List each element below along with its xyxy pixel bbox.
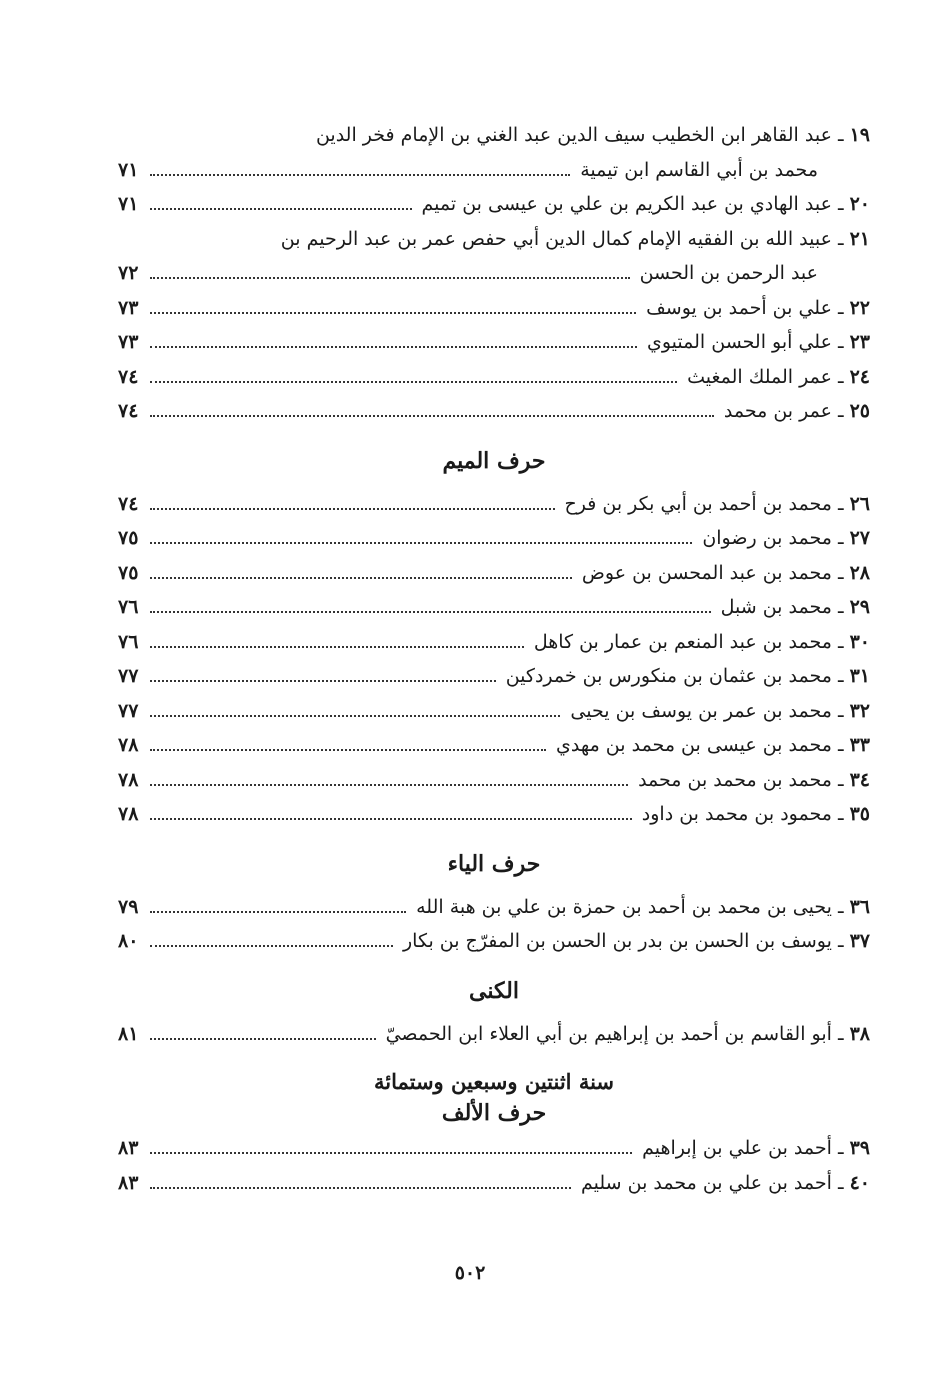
entry-line: ١٩ ـ عبد القاهر ابن الخطيب سيف الدين عبد الغني بن الإمام فخر الدين (315, 124, 870, 146)
page-number: ٧٩ (118, 895, 139, 918)
entry-32: ٣٢ ـ محمد بن عمر بن يوسف بن يحيى ٧٧ (118, 694, 870, 729)
entry-number: ٢٤ (849, 365, 870, 388)
entry-number: ٣٦ (849, 895, 870, 918)
entry-40: ٤٠ ـ أحمد بن علي بن محمد بن سليم ٨٣ (118, 1166, 870, 1201)
entry-title: محمد بن عبد المنعم بن عمار بن كاهل (533, 630, 832, 653)
page-number: ٨٣ (118, 1171, 139, 1194)
entry-28: ٢٨ ـ محمد بن عبد المحسن بن عوض ٧٥ (118, 556, 870, 591)
section-heading-ya: حرف الياء (447, 850, 541, 877)
leader-dots (150, 817, 632, 820)
page-number: ٧٢ (118, 262, 139, 284)
entry-title-continued: عبد الرحمن بن الحسن (639, 262, 818, 284)
page-number: ٧٥ (118, 561, 139, 584)
entry-title: علي بن أحمد بن يوسف (646, 296, 832, 319)
entry-number: ٢٥ (849, 400, 870, 422)
entry-number: ٤٠ (849, 1171, 870, 1194)
page-number: ٨٠ (118, 930, 139, 952)
leader-dots (150, 679, 496, 682)
leader-dots (150, 345, 637, 348)
page-number: ٨١ (118, 1022, 139, 1045)
leader-dots (150, 507, 555, 510)
entry-number: ٣١ (849, 665, 870, 687)
leader-dots (150, 541, 692, 544)
entry-19 (118, 118, 870, 187)
entry-title: علي أبو الحسن المتيوي (647, 331, 832, 353)
entry-title: عمر بن محمد (723, 400, 832, 422)
entry-title: محمد بن عبد المحسن بن عوض (581, 561, 832, 584)
leader-dots (150, 1037, 376, 1040)
leader-dots (150, 748, 546, 751)
entry-number: ٣٤ (849, 768, 870, 791)
year-heading: سنة اثنتين وسبعين وستمائة (373, 1069, 615, 1094)
entry-number: ٣٥ (849, 803, 870, 825)
leader-dots (150, 311, 636, 314)
leader-dots (150, 944, 393, 947)
entry-25: ٢٥ ـ عمر بن محمد ٧٤ (118, 394, 870, 429)
entry-number: ٢٨ (849, 561, 870, 584)
page-number: ٧٨ (118, 734, 139, 756)
leader-dots (150, 207, 412, 210)
entry-line-continued (118, 256, 870, 291)
entry-22: ٢٢ ـ علي بن أحمد بن يوسف ٧٣ (118, 291, 870, 326)
entry-title: عبد الهادي بن عبد الكريم بن علي بن عيسى بن تميم (421, 193, 832, 215)
entry-title-continued: محمد بن أبي القاسم ابن تيمية (580, 158, 818, 181)
section-heading-alif: حرف الألف (441, 1100, 547, 1126)
entry-number: ٢٧ (849, 527, 870, 549)
entry-title: أحمد بن علي بن محمد بن سليم (580, 1171, 832, 1194)
entry-number: ٣٨ (849, 1022, 870, 1045)
leader-dots (150, 1186, 571, 1189)
entry-33: ٣٣ ـ محمد بن عيسى بن محمد بن مهدي ٧٨ (118, 728, 870, 763)
entry-title: محمد بن عمر بن يوسف بن يحيى (570, 699, 832, 722)
entry-number: ٣٣ (849, 734, 870, 756)
page-number: ٧٤ (118, 365, 139, 388)
leader-dots (150, 414, 714, 417)
entry-line-continued (118, 153, 870, 188)
entry-title: محمد بن عيسى بن محمد بن مهدي (555, 734, 832, 756)
page-number: ٨٣ (118, 1137, 139, 1159)
entry-title: محمود بن محمد بن داود (641, 803, 832, 825)
entry-number: ٢٠ (849, 193, 870, 215)
entry-number: ٢١ (849, 227, 870, 250)
entry-number: ٢٢ (849, 296, 870, 319)
entry-number: ٢٦ (849, 492, 870, 515)
entry-number: ٣٩ (849, 1137, 870, 1159)
entry-20: ٢٠ ـ عبد الهادي بن عبد الكريم بن علي بن عيسى بن تميم ٧١ (118, 187, 870, 222)
entry-title: محمد بن عثمان بن منكورس بن خمردكين (505, 665, 832, 687)
page-number: ٧٣ (118, 331, 139, 353)
entry-38: ٣٨ ـ أبو القاسم بن أحمد بن إبراهيم بن أبي العلاء ابن الحمصيّ ٨١ (118, 1017, 870, 1052)
page-number: ٧٦ (118, 596, 139, 618)
entry-title: يحيى بن محمد بن أحمد بن حمزة بن علي بن هبة الله (416, 895, 832, 918)
leader-dots (150, 576, 572, 579)
leader-dots (150, 783, 628, 786)
entry-39: ٣٩ ـ أحمد بن علي بن إبراهيم ٨٣ (118, 1131, 870, 1166)
leader-dots (150, 380, 677, 383)
entry-36: ٣٦ ـ يحيى بن محمد بن أحمد بن حمزة بن علي بن هبة الله ٧٩ (118, 890, 870, 925)
entry-number: ٢٩ (849, 596, 870, 618)
entry-29: ٢٩ ـ محمد بن شبل ٧٦ (118, 590, 870, 625)
entry-title: أبو القاسم بن أحمد بن إبراهيم بن أبي العلاء ابن الحمصيّ (385, 1022, 832, 1045)
entry-21 (118, 222, 870, 291)
leader-dots (150, 610, 711, 613)
page-number: ٧٨ (118, 803, 139, 825)
entry-title: محمد بن شبل (720, 596, 832, 618)
entry-title: يوسف بن الحسن بن بدر بن الحسن بن المفرّج بن بكار (402, 930, 832, 952)
entry-37: ٣٧ ـ يوسف بن الحسن بن بدر بن الحسن بن المفرّج بن بكار ٨٠ (118, 924, 870, 959)
entry-title: أحمد بن علي بن إبراهيم (642, 1137, 832, 1159)
entry-title: عمر الملك المغيث (687, 365, 832, 388)
leader-dots (150, 645, 524, 648)
folio-page-number: ٥٠٢ (454, 1262, 486, 1284)
entry-35: ٣٥ ـ محمود بن محمد بن داود ٧٨ (118, 797, 870, 832)
leader-dots (150, 173, 570, 176)
leader-dots (150, 910, 406, 913)
page-number: ٧٤ (118, 400, 139, 422)
entry-title: محمد بن رضوان (702, 527, 832, 549)
entry-26: ٢٦ ـ محمد بن أحمد بن أبي بكر بن فرح ٧٤ (118, 487, 870, 522)
page-number: ٧١ (118, 193, 139, 215)
entry-34: ٣٤ ـ محمد بن محمد بن محمد ٧٨ (118, 763, 870, 798)
page-number: ٧٨ (118, 768, 139, 791)
entry-number: ١٩ (849, 124, 870, 146)
entry-title: محمد بن محمد بن محمد (638, 768, 832, 791)
entry-number: ٣٢ (849, 699, 870, 722)
entry-24: ٢٤ ـ عمر الملك المغيث ٧٤ (118, 360, 870, 395)
entry-23: ٢٣ ـ علي أبو الحسن المتيوي ٧٣ (118, 325, 870, 360)
entry-number: ٢٣ (849, 331, 870, 353)
entry-title: عبد القاهر ابن الخطيب سيف الدين عبد الغني بن الإمام فخر الدين (315, 124, 832, 146)
page-number: ٧٦ (118, 630, 139, 653)
entry-30: ٣٠ ـ محمد بن عبد المنعم بن عمار بن كاهل ٧٦ (118, 625, 870, 660)
leader-dots (150, 1151, 632, 1154)
entry-31: ٣١ ـ محمد بن عثمان بن منكورس بن خمردكين ٧٧ (118, 659, 870, 694)
entry-number: ٣٠ (849, 630, 870, 653)
entry-number: ٣٧ (849, 930, 870, 952)
page-number: ٧٤ (118, 492, 139, 515)
page-number: ٧٧ (118, 665, 139, 687)
page-number: ٧٧ (118, 699, 139, 722)
entry-line: ٢١ ـ عبيد الله بن الفقيه الإمام كمال الدين أبي حفص عمر بن عبد الرحيم بن (280, 227, 870, 250)
entry-title: محمد بن أحمد بن أبي بكر بن فرح (564, 492, 832, 515)
page-number: ٧١ (118, 158, 139, 181)
leader-dots (150, 276, 630, 279)
page-number: ٧٥ (118, 527, 139, 549)
page-number: ٧٣ (118, 296, 139, 319)
section-heading-meem: حرف الميم (442, 447, 546, 474)
index-page (118, 118, 870, 1200)
entry-27: ٢٧ ـ محمد بن رضوان ٧٥ (118, 521, 870, 556)
entry-title: عبيد الله بن الفقيه الإمام كمال الدين أبي حفص عمر بن عبد الرحيم بن (280, 227, 832, 250)
section-heading-kuna: الكنى (469, 977, 519, 1004)
leader-dots (150, 714, 560, 717)
